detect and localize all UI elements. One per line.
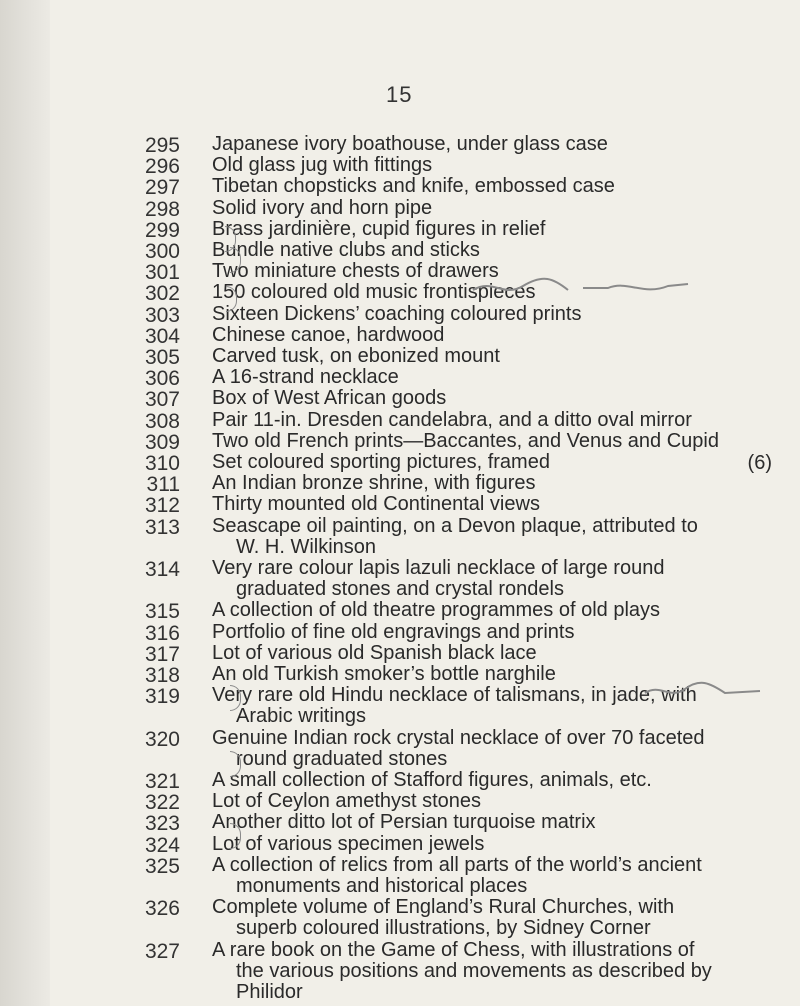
lot-number: 295 [144,134,180,157]
lot-description [212,516,787,558]
lot-description [212,155,787,176]
lot-quantity: (6) [747,452,772,474]
lot-description [212,622,787,643]
lot-description [212,558,787,600]
page-binding-shadow [0,0,50,1006]
lot-number: 313 [144,515,180,539]
lot-number: 327 [144,939,180,963]
lot-description [212,240,787,261]
lot-number: 324 [144,833,180,857]
lot-number: 325 [144,854,180,878]
description-line: Two old French prints—Baccantes, and Venus and Cupid [212,429,719,452]
lot-description [212,791,787,812]
lot-number: 316 [144,621,180,645]
lot-description [212,219,787,240]
lot-description [212,812,787,833]
description-line: Tibetan chopsticks and knife, embossed case [212,175,615,198]
description-line: Two miniature chests of drawers [212,260,499,283]
lot-number: 305 [144,346,180,369]
lot-description [212,134,787,155]
lot-description [212,897,787,939]
lot-description [212,940,787,1003]
lot-description [212,473,787,494]
description-line: 150 coloured old music frontispieces [212,281,536,304]
description-line: An old Turkish smoker’s bottle narghile [212,663,556,685]
description-line: Philidor [236,980,303,1003]
lot-number: 299 [144,218,180,242]
lot-description [212,431,787,452]
lot-description [212,198,787,219]
description-line: Set coloured sporting pictures, framed [212,451,550,473]
lot-description [212,600,787,621]
lot-number: 307 [144,388,180,412]
description-line: Box of West African goods [212,387,447,410]
lot-number: 312 [144,494,180,518]
lot-description [212,452,787,473]
description-line: graduated stones and crystal rondels [236,578,564,600]
lot-description [212,834,787,855]
lot-number: 314 [144,558,180,581]
lot-number: 309 [144,430,180,454]
description-line: Very rare colour lapis lazuli necklace of large round [212,557,665,579]
description-line: Arabic writings [236,705,367,728]
description-line: round graduated stones [236,747,448,770]
description-line: An Indian bronze shrine, with figures [212,472,536,495]
lot-number: 321 [144,770,180,793]
lot-number: 322 [144,791,180,815]
lot-description [212,367,787,388]
description-line: Thirty mounted old Continental views [212,493,540,516]
description-line: A rare book on the Game of Chess, with illustrations of [212,938,695,961]
description-line: Seascape oil painting, on a Devon plaque, attributed to [212,514,698,537]
description-line: Complete volume of England’s Rural Churches, with [212,896,675,919]
handwritten-scribble-icon [468,268,698,308]
description-line: superb coloured illustrations, by Sidney Corner [236,917,651,940]
lot-description [212,410,787,431]
lot-number: 301 [144,261,180,285]
description-line: Old glass jug with fittings [212,154,433,177]
lot-number: 308 [144,409,180,433]
page-number: 15 [386,82,413,107]
description-line: Genuine Indian rock crystal necklace of over 70 faceted [212,726,705,749]
description-line: Pair 11-in. Dresden candelabra, and a ditto oval mirror [212,408,692,431]
lot-description [212,176,787,197]
lot-description [212,494,787,515]
description-line: Lot of various old Spanish black lace [212,641,537,664]
lot-description [212,346,787,367]
lot-number: 298 [144,197,180,221]
description-line: Very rare old Hindu necklace of talismans, in jade, with [212,684,697,707]
lot-number: 310 [144,452,180,475]
description-line: Brass jardinière, cupid figures in relief [212,217,546,240]
description-line: Lot of Ceylon amethyst stones [212,790,482,813]
lot-number: 303 [144,303,180,327]
description-line: Another ditto lot of Persian turquoise matrix [212,811,596,834]
description-line: Solid ivory and horn pipe [212,196,433,219]
description-line: Portfolio of fine old engravings and prints [212,620,575,643]
lot-number: 311 [146,473,180,497]
lot-number: 296 [144,155,180,179]
lot-number: 320 [144,727,180,751]
description-line: Bundle native clubs and sticks [212,239,480,261]
description-line: Japanese ivory boathouse, under glass case [212,133,608,155]
lot-description [212,643,787,664]
lot-description [212,770,787,791]
lot-number: 318 [144,664,180,687]
description-line: monuments and historical places [236,874,528,897]
description-line: Carved tusk, on ebonized mount [212,345,500,367]
description-line: A collection of old theatre programmes of old plays [212,599,661,622]
description-line: Chinese canoe, hardwood [212,323,445,346]
lot-number: 302 [144,282,180,306]
description-line: Lot of various specimen jewels [212,832,485,855]
lot-number: 315 [144,600,180,624]
description-line: A 16-strand necklace [212,366,399,389]
lot-description [212,325,787,346]
lot-number: 297 [144,176,180,200]
lot-number: 304 [144,324,180,348]
description-line: Sixteen Dickens’ coaching coloured prints [212,302,582,325]
lot-number: 300 [144,240,180,263]
description-line: A small collection of Stafford figures, animals, etc. [212,769,652,791]
handwritten-scribble-icon [640,675,770,705]
lot-number: 317 [144,642,180,666]
lot-description [212,388,787,409]
lot-description [212,855,787,897]
lot-number: 306 [144,367,180,391]
lot-number: 326 [144,897,180,921]
lot-number: 319 [144,685,180,709]
description-line: W. H. Wilkinson [236,535,377,558]
lot-number: 323 [144,812,180,836]
lot-description [212,728,787,770]
description-line: A collection of relics from all parts of the world’s ancient [212,853,702,876]
description-line: the various positions and movements as described by [236,959,712,982]
